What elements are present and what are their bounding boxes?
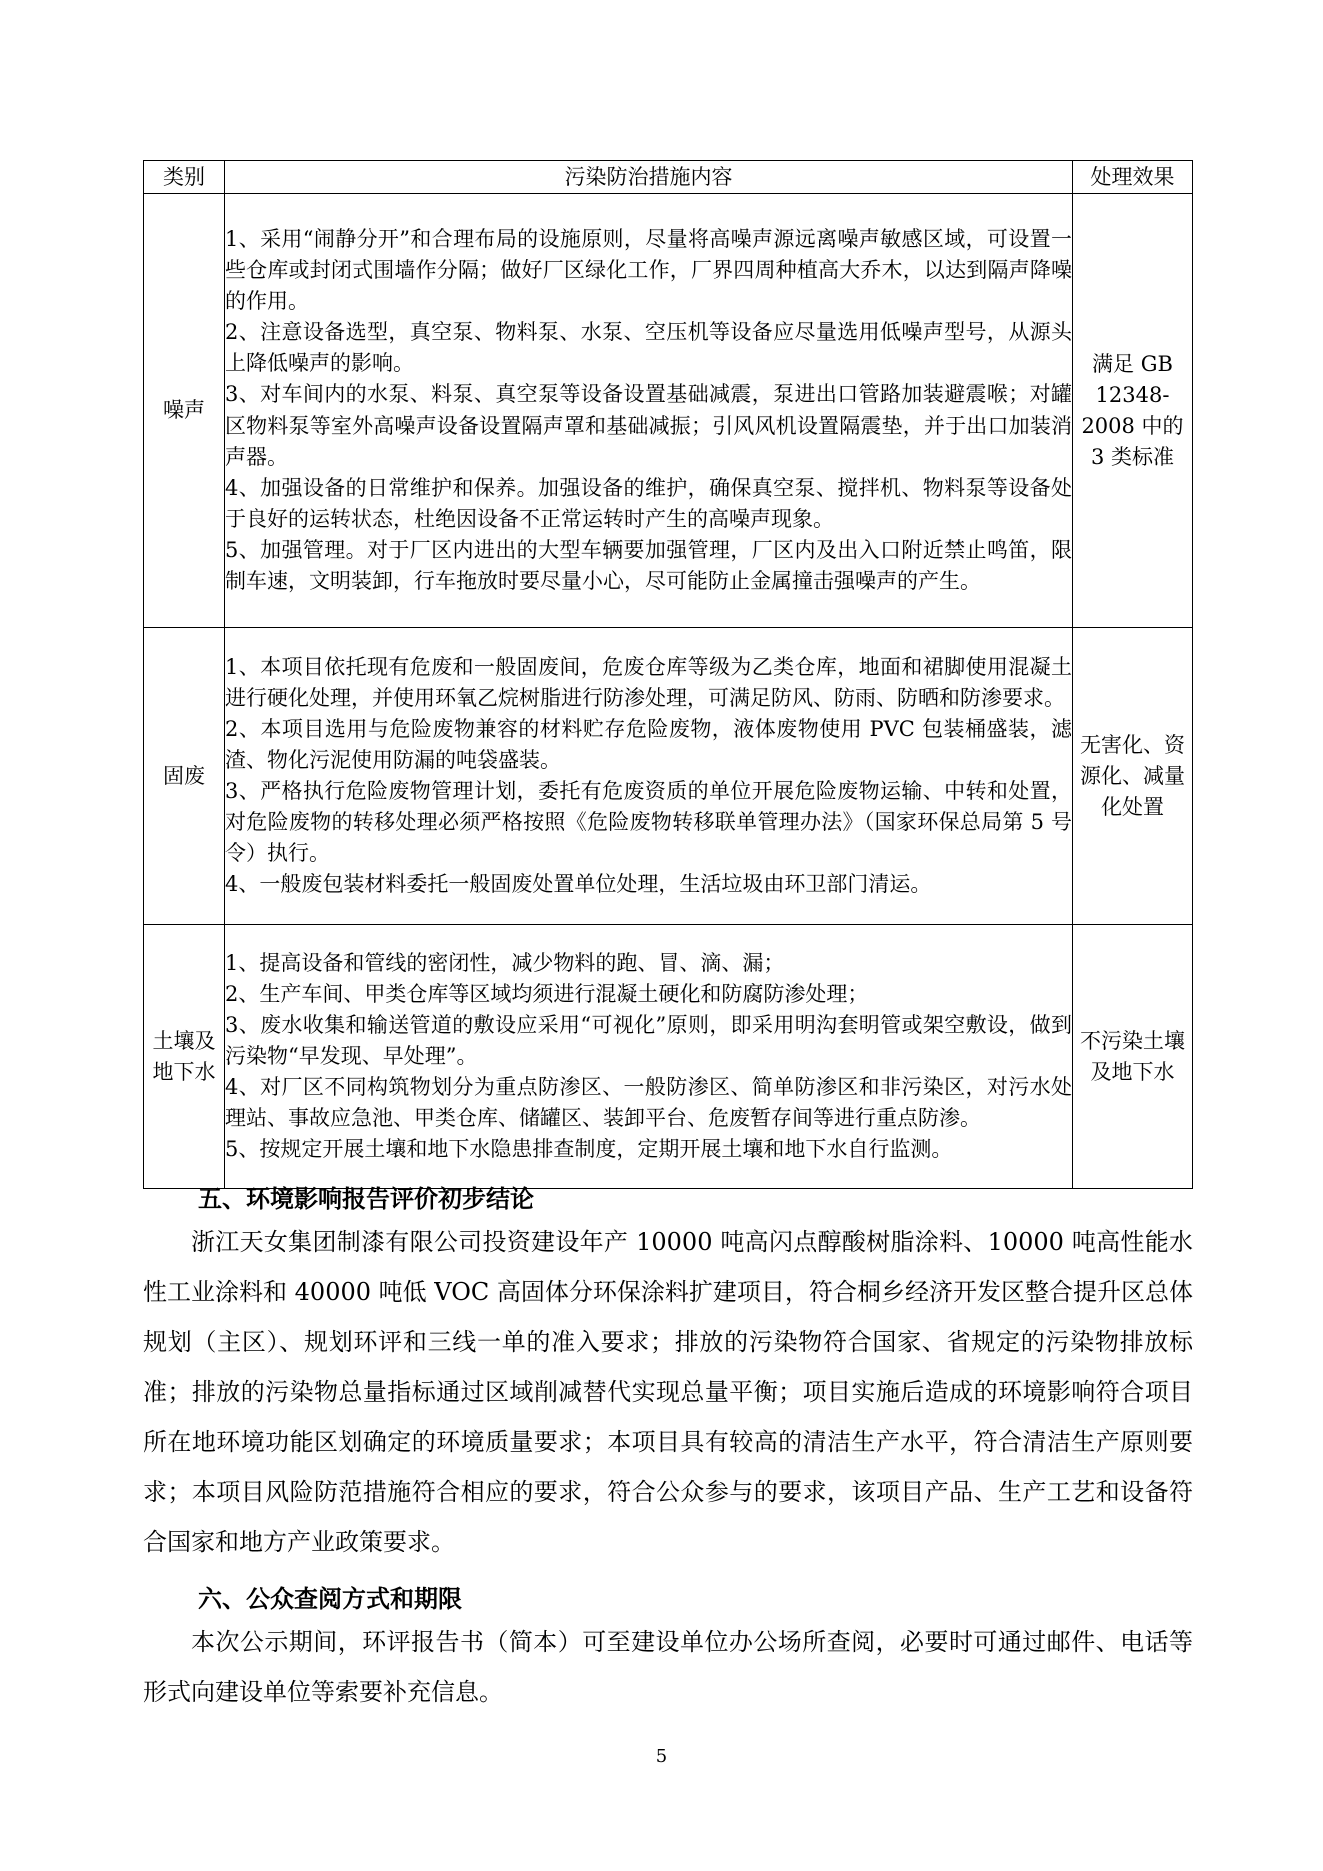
measure-item: 2、注意设备选型，真空泵、物料泵、水泵、空压机等设备应尽量选用低噪声型号，从源头上降低噪声的影响。: [225, 320, 1072, 376]
measures-soil-groundwater: [225, 925, 1073, 1189]
category-noise: 噪声: [144, 194, 225, 628]
measure-item: 2、本项目选用与危险废物兼容的材料贮存危险废物，液体废物使用 PVC 包装桶盛装，滤渣、物化污泥使用防漏的吨袋盛装。: [225, 716, 1072, 772]
header-measures: 污染防治措施内容: [225, 161, 1073, 194]
header-effect: 处理效果: [1073, 161, 1193, 194]
measures-solid-waste: [225, 628, 1073, 925]
measures-noise: [225, 194, 1073, 628]
table-row-solid-waste: [144, 628, 1193, 925]
public-review-paragraph: 本次公示期间，环评报告书（简本）可至建设单位办公场所查阅，必要时可通过邮件、电话等形式向建设单位等索要补充信息。: [143, 1628, 1193, 1706]
pollution-measures-table: [143, 160, 1193, 1189]
measure-item: 1、提高设备和管线的密闭性，减少物料的跑、冒、滴、漏；: [225, 950, 785, 975]
measure-item: 3、对车间内的水泵、料泵、真空泵等设备设置基础减震，泵进出口管路加装避震喉；对罐区物料泵等室外高噪声设备设置隔声罩和基础减振；引风风机设置隔震垫，并于出口加装消声器。: [225, 382, 1072, 469]
measure-item: 4、加强设备的日常维护和保养。加强设备的维护，确保真空泵、搅拌机、物料泵等设备处于良好的运转状态，杜绝因设备不正常运转时产生的高噪声现象。: [225, 475, 1072, 531]
page-number: 5: [655, 1746, 668, 1767]
measure-item: 5、按规定开展土壤和地下水隐患排查制度，定期开展土壤和地下水自行监测。: [225, 1137, 953, 1162]
measure-item: 4、对厂区不同构筑物划分为重点防渗区、一般防渗区、简单防渗区和非污染区，对污水处理站、事故应急池、甲类仓库、储罐区、装卸平台、危废暂存间等进行重点防渗。: [225, 1075, 1072, 1131]
effect-solid-waste: 无害化、资源化、减量化处置: [1073, 628, 1193, 925]
effect-soil-groundwater: 不污染土壤及地下水: [1073, 925, 1193, 1189]
measure-item: 5、加强管理。对于厂区内进出的大型车辆要加强管理，厂区内及出入口附近禁止鸣笛，限制车速，文明装卸，行车拖放时要尽量小心，尽可能防止金属撞击强噪声的产生。: [225, 537, 1072, 593]
measure-item: 4、一般废包装材料委托一般固废处置单位处理，生活垃圾由环卫部门清运。: [225, 872, 932, 897]
measure-item: 3、废水收集和输送管道的敷设应采用“可视化”原则，即采用明沟套明管或架空敷设，做到污染物“早发现、早处理”。: [225, 1012, 1072, 1068]
table-row-noise: [144, 194, 1193, 628]
table-row-soil-groundwater: [144, 925, 1193, 1189]
measure-item: 1、本项目依托现有危废和一般固废间，危废仓库等级为乙类仓库，地面和裙脚使用混凝土进行硬化处理，并使用环氧乙烷树脂进行防渗处理，可满足防风、防雨、防晒和防渗要求。: [225, 654, 1072, 710]
category-soil-groundwater: 土壤及地下水: [144, 925, 225, 1189]
effect-noise: 满足 GB 12348-2008 中的 3 类标准: [1073, 194, 1193, 628]
table-header-row: [144, 161, 1193, 194]
measure-item: 3、严格执行危险废物管理计划，委托有危废资质的单位开展危险废物运输、中转和处置，对危险废物的转移处理必须严格按照《危险废物转移联单管理办法》（国家环保总局第 5 号令）执行。: [225, 779, 1072, 866]
section-heading-conclusion: 五、环境影响报告评价初步结论: [198, 1184, 534, 1213]
header-category: 类别: [144, 161, 225, 194]
section-heading-public-review: 六、公众查阅方式和期限: [198, 1584, 462, 1613]
conclusion-paragraph: 浙江天女集团制漆有限公司投资建设年产 10000 吨高闪点醇酸树脂涂料、10000 吨高性能水性工业涂料和 40000 吨低 VOC 高固体分环保涂料扩建项目，符合桐乡经济开发区整合提升区总体规划（主区）、规划环评和三线一单的准入要求；排放的污染物符合国家、省规定的污染物排放标准；排放的污染物总量指标通过区域削减替代实现总量平衡；项目实施后造成的环境影响符合项目所在地环境功能区划确定的环境质量要求；本项目具有较高的清洁生产水平，符合清洁生产原则要求；本项目风险防范措施符合相应的要求，符合公众参与的要求，该项目产品、生产工艺和设备符合国家和地方产业政策要求。: [143, 1228, 1193, 1556]
measure-item: 1、采用“闹静分开”和合理布局的设施原则，尽量将高噪声源远离噪声敏感区域，可设置一些仓库或封闭式围墙作分隔；做好厂区绿化工作，厂界四周种植高大乔木，以达到隔声降噪的作用。: [225, 226, 1072, 314]
category-solid-waste: 固废: [144, 628, 225, 925]
measure-item: 2、生产车间、甲类仓库等区域均须进行混凝土硬化和防腐防渗处理；: [225, 981, 869, 1006]
